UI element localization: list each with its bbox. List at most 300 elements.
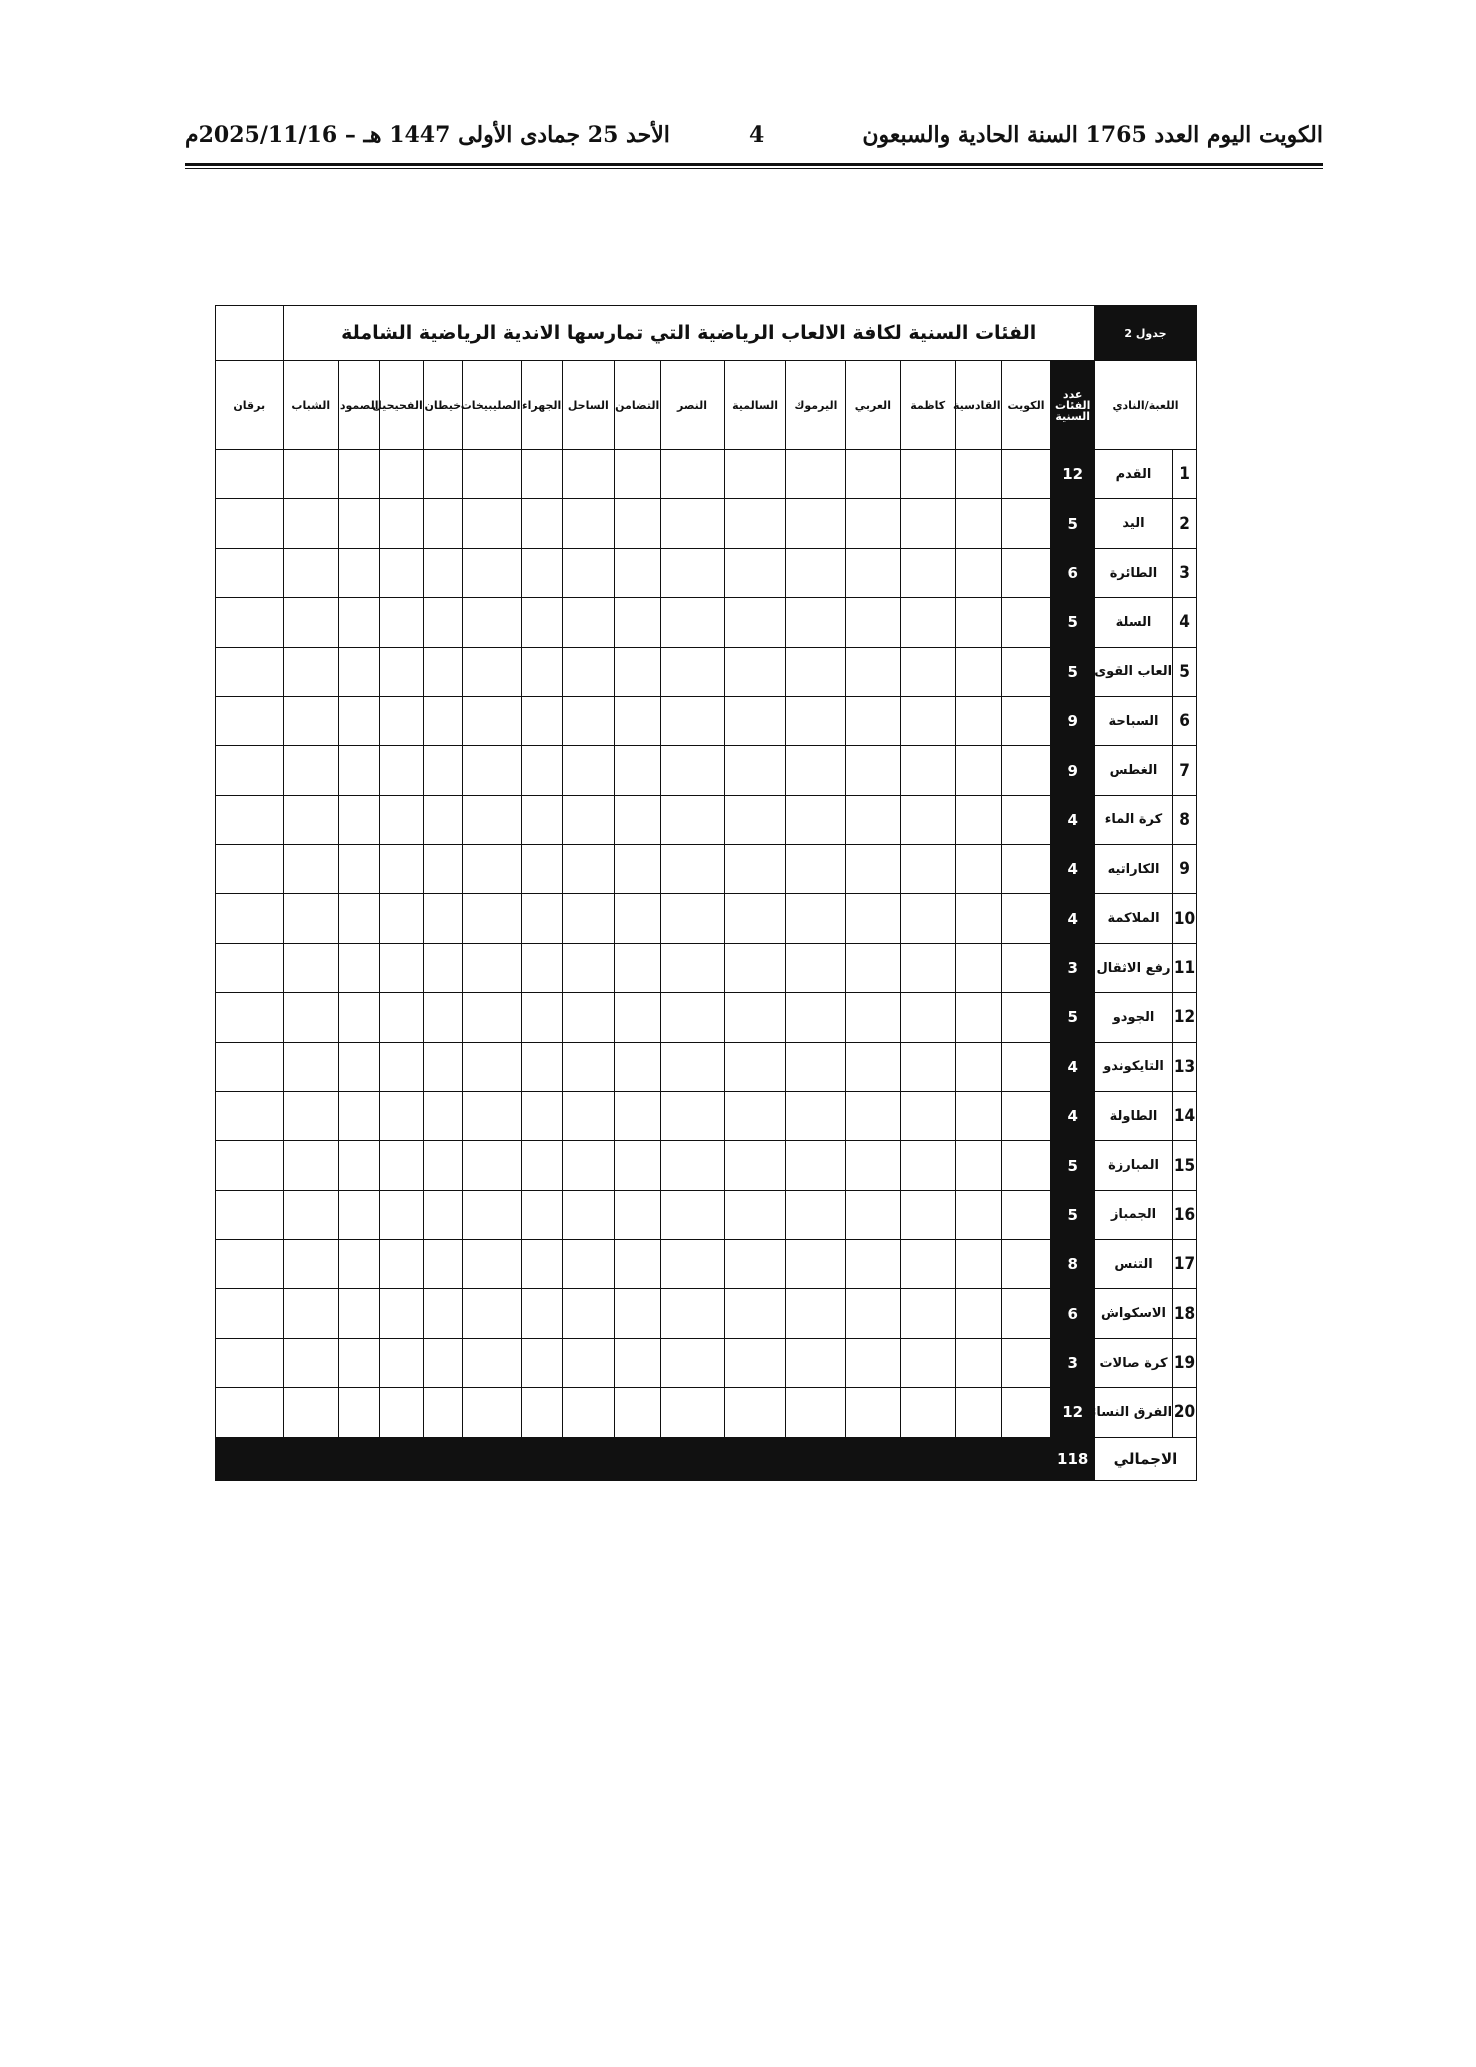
- club-cell: [900, 993, 955, 1042]
- club-cell: [614, 499, 660, 548]
- club-cell: [423, 845, 462, 894]
- row-number: 4: [1173, 598, 1197, 647]
- total-club-cell: [562, 1437, 614, 1480]
- club-cell: [380, 746, 423, 795]
- club-cell: [283, 598, 339, 647]
- row-number: 16: [1173, 1190, 1197, 1239]
- total-club-cell: [462, 1437, 521, 1480]
- club-cell: [216, 1338, 284, 1387]
- club-cell: [786, 450, 846, 499]
- club-cell: [423, 647, 462, 696]
- club-cell: [724, 1141, 786, 1190]
- club-cell: [216, 647, 284, 696]
- club-cell: [339, 1338, 380, 1387]
- club-cell: [462, 598, 521, 647]
- table-row: [216, 696, 1197, 745]
- club-cell: [283, 894, 339, 943]
- club-cell: [283, 1091, 339, 1140]
- club-cell: [900, 894, 955, 943]
- club-cell: [955, 943, 1001, 992]
- club-cell: [462, 696, 521, 745]
- club-cell: [614, 696, 660, 745]
- club-cell: [724, 1338, 786, 1387]
- club-cell: [660, 993, 724, 1042]
- club-cell: [339, 746, 380, 795]
- club-cell: [955, 746, 1001, 795]
- club-cell: [660, 598, 724, 647]
- club-cell: [216, 1388, 284, 1437]
- club-cell: [786, 1338, 846, 1387]
- club-cell: [521, 647, 562, 696]
- club-cell: [900, 845, 955, 894]
- sport-name: الجمباز: [1094, 1190, 1172, 1239]
- club-cell: [216, 1190, 284, 1239]
- category-count: 5: [1051, 993, 1094, 1042]
- sport-name: التايكوندو: [1094, 1042, 1172, 1091]
- club-cell: [283, 647, 339, 696]
- club-cell: [660, 499, 724, 548]
- club-cell: [380, 1388, 423, 1437]
- club-cell: [660, 845, 724, 894]
- table-row: [216, 598, 1197, 647]
- club-cell: [846, 894, 900, 943]
- club-cell: [724, 598, 786, 647]
- club-cell: [724, 943, 786, 992]
- club-cell: [900, 746, 955, 795]
- club-cell: [660, 746, 724, 795]
- table-row: [216, 1240, 1197, 1289]
- sport-name: الطائرة: [1094, 548, 1172, 597]
- club-column-header: النصر: [660, 361, 724, 450]
- club-cell: [521, 1042, 562, 1091]
- club-cell: [614, 1091, 660, 1140]
- club-cell: [339, 795, 380, 844]
- row-number: 8: [1173, 795, 1197, 844]
- row-number: 19: [1173, 1338, 1197, 1387]
- club-cell: [900, 1240, 955, 1289]
- total-club-cell: [900, 1437, 955, 1480]
- table-row: [216, 894, 1197, 943]
- club-cell: [846, 1289, 900, 1338]
- table-row: [216, 548, 1197, 597]
- club-cell: [614, 845, 660, 894]
- club-cell: [339, 1042, 380, 1091]
- club-cell: [462, 993, 521, 1042]
- club-cell: [380, 1141, 423, 1190]
- club-cell: [339, 647, 380, 696]
- club-cell: [380, 1091, 423, 1140]
- club-cell: [216, 746, 284, 795]
- club-cell: [423, 795, 462, 844]
- club-column-header: خيطان: [423, 361, 462, 450]
- club-cell: [900, 1190, 955, 1239]
- club-cell: [786, 1289, 846, 1338]
- club-cell: [283, 1190, 339, 1239]
- club-cell: [724, 795, 786, 844]
- club-cell: [1001, 894, 1051, 943]
- row-number: 10: [1173, 894, 1197, 943]
- club-cell: [283, 1289, 339, 1338]
- club-cell: [462, 548, 521, 597]
- club-cell: [724, 845, 786, 894]
- club-cell: [216, 943, 284, 992]
- club-cell: [955, 499, 1001, 548]
- club-cell: [521, 598, 562, 647]
- club-cell: [380, 1190, 423, 1239]
- category-count: 9: [1051, 696, 1094, 745]
- category-count: 5: [1051, 647, 1094, 696]
- club-cell: [900, 548, 955, 597]
- club-cell: [462, 894, 521, 943]
- club-cell: [1001, 1042, 1051, 1091]
- club-cell: [955, 548, 1001, 597]
- club-cell: [423, 1042, 462, 1091]
- club-cell: [900, 647, 955, 696]
- club-cell: [521, 696, 562, 745]
- club-cell: [423, 1190, 462, 1239]
- category-count: 12: [1051, 450, 1094, 499]
- total-club-cell: [955, 1437, 1001, 1480]
- club-cell: [900, 795, 955, 844]
- club-cell: [562, 598, 614, 647]
- club-cell: [1001, 1190, 1051, 1239]
- club-cell: [380, 795, 423, 844]
- club-cell: [423, 894, 462, 943]
- club-column-header: الجهراء: [521, 361, 562, 450]
- table-row: [216, 943, 1197, 992]
- club-cell: [380, 1240, 423, 1289]
- club-cell: [283, 1338, 339, 1387]
- club-cell: [614, 1042, 660, 1091]
- club-column-header: الصليبيخات: [462, 361, 521, 450]
- club-cell: [614, 450, 660, 499]
- club-cell: [521, 943, 562, 992]
- total-value: 118: [1051, 1437, 1094, 1480]
- club-cell: [216, 1141, 284, 1190]
- club-cell: [380, 993, 423, 1042]
- club-cell: [380, 1289, 423, 1338]
- club-cell: [900, 499, 955, 548]
- club-cell: [216, 696, 284, 745]
- club-cell: [521, 1240, 562, 1289]
- club-cell: [380, 845, 423, 894]
- club-cell: [380, 499, 423, 548]
- club-cell: [660, 795, 724, 844]
- club-cell: [339, 499, 380, 548]
- page-number: 4: [749, 122, 765, 148]
- club-cell: [521, 1289, 562, 1338]
- club-cell: [660, 1042, 724, 1091]
- club-cell: [562, 943, 614, 992]
- sport-name: القدم: [1094, 450, 1172, 499]
- row-number: 20: [1173, 1388, 1197, 1437]
- club-cell: [846, 845, 900, 894]
- total-club-cell: [724, 1437, 786, 1480]
- sport-column-header: اللعبة/النادي: [1094, 361, 1196, 450]
- club-cell: [216, 548, 284, 597]
- club-cell: [339, 1289, 380, 1338]
- club-cell: [562, 746, 614, 795]
- count-column-header: عدد الفئات السنية: [1051, 361, 1094, 450]
- club-cell: [900, 1388, 955, 1437]
- club-cell: [955, 598, 1001, 647]
- club-cell: [562, 499, 614, 548]
- club-cell: [339, 598, 380, 647]
- club-cell: [660, 894, 724, 943]
- club-cell: [660, 943, 724, 992]
- club-cell: [423, 1141, 462, 1190]
- club-cell: [1001, 1388, 1051, 1437]
- table-row: [216, 795, 1197, 844]
- club-cell: [283, 943, 339, 992]
- club-cell: [900, 1289, 955, 1338]
- club-cell: [900, 598, 955, 647]
- club-cell: [380, 696, 423, 745]
- club-cell: [955, 993, 1001, 1042]
- club-cell: [900, 1338, 955, 1387]
- category-count: 5: [1051, 1190, 1094, 1239]
- club-cell: [786, 647, 846, 696]
- club-cell: [283, 993, 339, 1042]
- club-cell: [786, 1190, 846, 1239]
- row-number: 13: [1173, 1042, 1197, 1091]
- category-count: 4: [1051, 845, 1094, 894]
- club-cell: [786, 894, 846, 943]
- club-cell: [1001, 499, 1051, 548]
- club-cell: [562, 1338, 614, 1387]
- club-cell: [521, 548, 562, 597]
- sport-name: الملاكمة: [1094, 894, 1172, 943]
- club-cell: [724, 993, 786, 1042]
- table-row: [216, 1190, 1197, 1239]
- category-count: 4: [1051, 894, 1094, 943]
- club-cell: [521, 993, 562, 1042]
- club-cell: [562, 1190, 614, 1239]
- club-cell: [724, 1240, 786, 1289]
- total-club-cell: [283, 1437, 339, 1480]
- club-cell: [614, 598, 660, 647]
- club-cell: [846, 450, 900, 499]
- category-count: 4: [1051, 1091, 1094, 1140]
- club-cell: [462, 1141, 521, 1190]
- club-cell: [846, 795, 900, 844]
- club-cell: [786, 499, 846, 548]
- total-club-cell: [1001, 1437, 1051, 1480]
- club-cell: [660, 1190, 724, 1239]
- club-cell: [846, 598, 900, 647]
- club-cell: [216, 1289, 284, 1338]
- club-cell: [339, 894, 380, 943]
- club-cell: [462, 1388, 521, 1437]
- row-number: 17: [1173, 1240, 1197, 1289]
- club-cell: [283, 1240, 339, 1289]
- row-number: 9: [1173, 845, 1197, 894]
- club-cell: [900, 943, 955, 992]
- club-cell: [339, 1091, 380, 1140]
- club-cell: [786, 943, 846, 992]
- club-cell: [521, 1141, 562, 1190]
- club-cell: [380, 548, 423, 597]
- club-cell: [614, 1289, 660, 1338]
- club-cell: [521, 1388, 562, 1437]
- club-cell: [786, 746, 846, 795]
- club-cell: [955, 845, 1001, 894]
- club-cell: [900, 1091, 955, 1140]
- total-club-cell: [216, 1437, 284, 1480]
- table-row: [216, 1289, 1197, 1338]
- club-cell: [380, 450, 423, 499]
- table-title-row: [216, 306, 1197, 361]
- club-cell: [1001, 1338, 1051, 1387]
- age-categories-table: [215, 305, 1197, 1481]
- category-count: 9: [1051, 746, 1094, 795]
- club-cell: [462, 746, 521, 795]
- club-cell: [423, 1091, 462, 1140]
- club-cell: [216, 450, 284, 499]
- issue-date: الأحد 25 جمادى الأولى 1447 هـ – 2025/11/16م: [185, 122, 670, 148]
- club-cell: [521, 1091, 562, 1140]
- club-cell: [216, 795, 284, 844]
- club-cell: [955, 450, 1001, 499]
- club-cell: [423, 1338, 462, 1387]
- club-column-header: الكويت: [1001, 361, 1051, 450]
- table-row: [216, 845, 1197, 894]
- club-cell: [462, 647, 521, 696]
- club-cell: [955, 696, 1001, 745]
- club-cell: [660, 1289, 724, 1338]
- club-cell: [462, 1289, 521, 1338]
- club-cell: [462, 450, 521, 499]
- club-cell: [423, 696, 462, 745]
- club-cell: [955, 1141, 1001, 1190]
- total-club-cell: [846, 1437, 900, 1480]
- club-cell: [562, 450, 614, 499]
- club-cell: [724, 1091, 786, 1140]
- club-cell: [614, 746, 660, 795]
- club-cell: [1001, 1240, 1051, 1289]
- club-cell: [423, 1388, 462, 1437]
- row-number: 12: [1173, 993, 1197, 1042]
- club-cell: [724, 548, 786, 597]
- club-cell: [283, 845, 339, 894]
- club-cell: [724, 499, 786, 548]
- club-cell: [1001, 1141, 1051, 1190]
- row-number: 18: [1173, 1289, 1197, 1338]
- club-column-header: الفحيحيل: [380, 361, 423, 450]
- club-cell: [562, 1388, 614, 1437]
- club-cell: [216, 1042, 284, 1091]
- club-cell: [562, 647, 614, 696]
- club-cell: [521, 450, 562, 499]
- club-cell: [846, 647, 900, 696]
- club-cell: [786, 696, 846, 745]
- category-count: 5: [1051, 1141, 1094, 1190]
- table-row: [216, 450, 1197, 499]
- sport-name: الغطس: [1094, 746, 1172, 795]
- total-row: [216, 1437, 1197, 1480]
- club-cell: [660, 548, 724, 597]
- club-cell: [339, 1190, 380, 1239]
- club-cell: [724, 450, 786, 499]
- club-cell: [521, 1338, 562, 1387]
- club-cell: [846, 499, 900, 548]
- club-column-header: التضامن: [614, 361, 660, 450]
- club-cell: [216, 894, 284, 943]
- club-cell: [1001, 795, 1051, 844]
- club-cell: [955, 1042, 1001, 1091]
- club-cell: [339, 1240, 380, 1289]
- club-cell: [660, 1240, 724, 1289]
- row-number: 7: [1173, 746, 1197, 795]
- gazette-issue: الكويت اليوم العدد 1765 السنة الحادية والسبعون: [862, 122, 1323, 148]
- club-cell: [339, 450, 380, 499]
- row-number: 2: [1173, 499, 1197, 548]
- club-cell: [955, 1338, 1001, 1387]
- club-cell: [786, 598, 846, 647]
- category-count: 12: [1051, 1388, 1094, 1437]
- club-cell: [660, 1141, 724, 1190]
- club-cell: [562, 993, 614, 1042]
- club-cell: [786, 1388, 846, 1437]
- club-cell: [562, 1240, 614, 1289]
- club-cell: [955, 1388, 1001, 1437]
- club-cell: [521, 795, 562, 844]
- club-column-header: الشباب: [283, 361, 339, 450]
- club-cell: [955, 1289, 1001, 1338]
- club-cell: [614, 795, 660, 844]
- club-cell: [462, 499, 521, 548]
- table-row: [216, 499, 1197, 548]
- category-count: 3: [1051, 1338, 1094, 1387]
- total-label: الاجمالي: [1094, 1437, 1196, 1480]
- club-cell: [1001, 450, 1051, 499]
- club-cell: [786, 1240, 846, 1289]
- club-cell: [562, 1289, 614, 1338]
- club-cell: [423, 1289, 462, 1338]
- club-cell: [283, 499, 339, 548]
- club-cell: [846, 746, 900, 795]
- club-cell: [339, 696, 380, 745]
- club-cell: [955, 894, 1001, 943]
- category-count: 8: [1051, 1240, 1094, 1289]
- club-cell: [562, 894, 614, 943]
- club-cell: [955, 1190, 1001, 1239]
- sport-name: كرة صالات: [1094, 1338, 1172, 1387]
- club-cell: [660, 1338, 724, 1387]
- row-number: 3: [1173, 548, 1197, 597]
- row-number: 15: [1173, 1141, 1197, 1190]
- club-column-header: برقان: [216, 361, 284, 450]
- club-cell: [423, 450, 462, 499]
- club-cell: [846, 1091, 900, 1140]
- club-cell: [846, 943, 900, 992]
- club-column-header: السالمية: [724, 361, 786, 450]
- sport-name: كرة الماء: [1094, 795, 1172, 844]
- club-cell: [724, 894, 786, 943]
- club-cell: [614, 894, 660, 943]
- club-cell: [955, 647, 1001, 696]
- club-cell: [614, 1141, 660, 1190]
- category-count: 4: [1051, 795, 1094, 844]
- club-cell: [724, 647, 786, 696]
- club-cell: [786, 845, 846, 894]
- club-cell: [660, 450, 724, 499]
- club-cell: [216, 993, 284, 1042]
- table-row: [216, 1042, 1197, 1091]
- club-cell: [339, 845, 380, 894]
- sport-name: الاسكواش: [1094, 1289, 1172, 1338]
- table-row: [216, 1141, 1197, 1190]
